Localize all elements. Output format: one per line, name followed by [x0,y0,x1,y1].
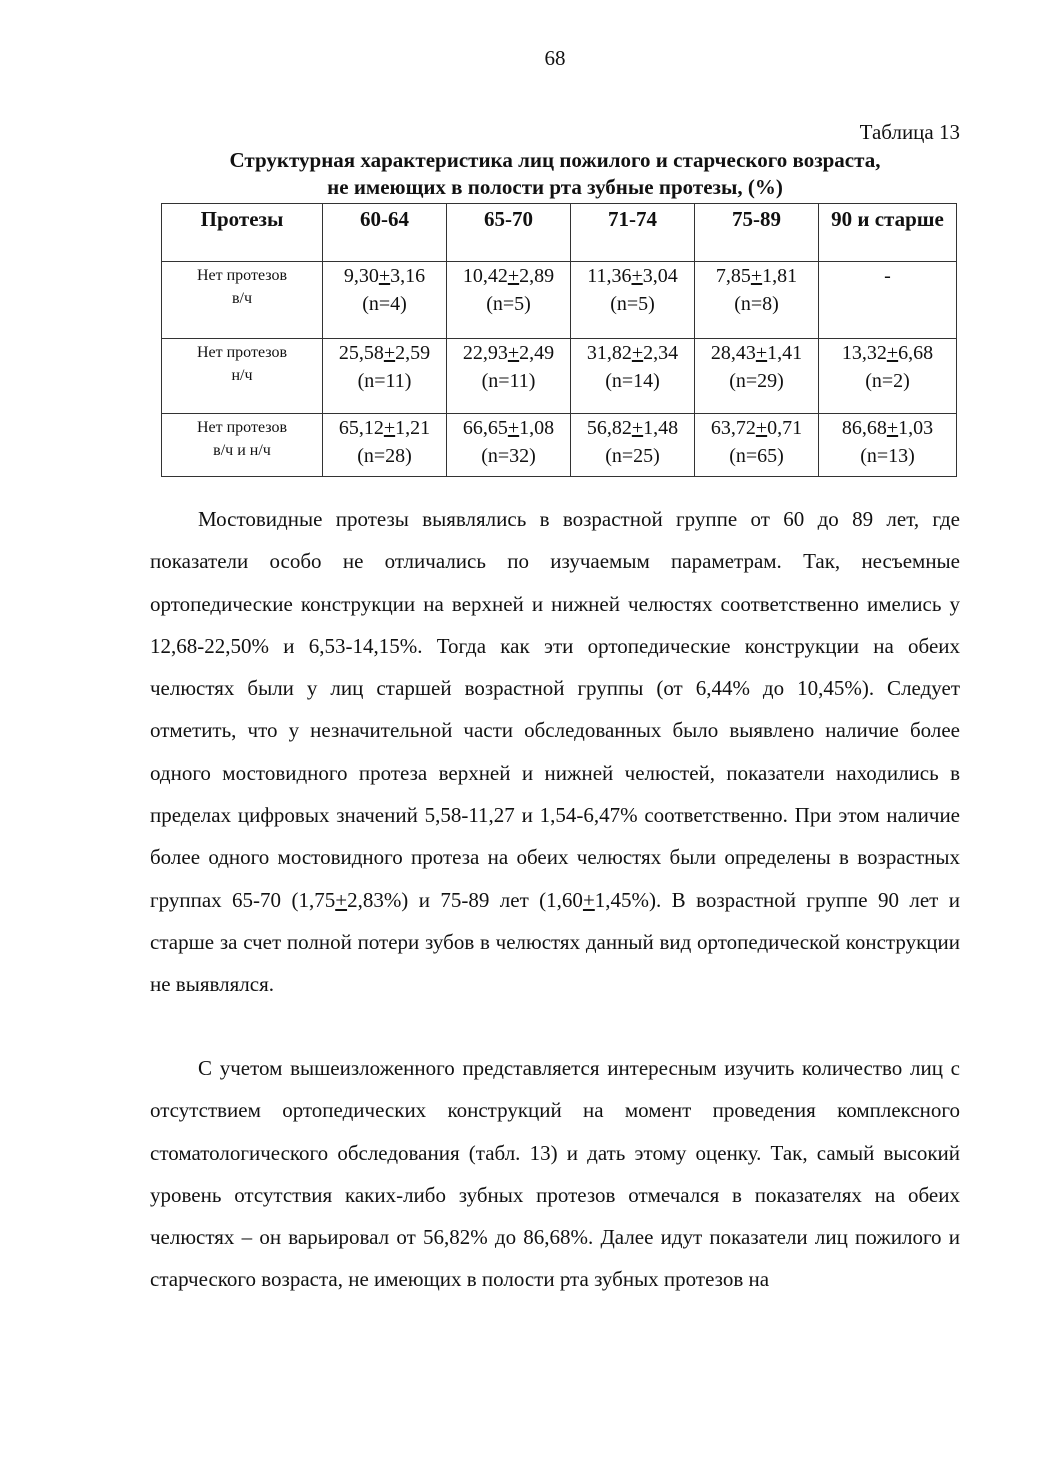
plus-minus-sign: + [383,342,396,364]
cell-mean: 66,65 [462,417,508,439]
cell-value [325,414,444,442]
cell-sd: 1,08 [519,417,555,439]
cell-value [821,339,954,367]
table-cell [695,414,819,477]
cell-n: (n=5) [610,293,655,315]
page-number: 68 [544,46,566,70]
cell-value [573,414,692,442]
plus-minus-sign: + [631,417,644,439]
table-row [162,414,957,477]
cell-mean: 9,30 [343,265,379,287]
cell-value [325,339,444,367]
cell-value [697,262,816,290]
table-cell [323,339,447,414]
row-label [162,339,323,414]
cell-sd: 1,41 [767,342,803,364]
table-cell [819,262,957,339]
plus-minus-sign: + [507,342,520,364]
body-paragraph-2 [150,1047,960,1301]
cell-sd: 2,34 [643,342,679,364]
paragraph1-text-c: 1,45%). В возрастной группе 90 лет и старше за счет полной потери зубов в челюстях данный вид ортопедической конструкции не выявлялся. [150,887,960,997]
cell-n: (n=28) [357,445,412,467]
table-header-row [162,204,957,262]
cell-n: (n=65) [729,445,784,467]
cell-n: (n=32) [481,445,536,467]
cell-sd: 2,49 [519,342,555,364]
table-cell [819,414,957,477]
cell-value [697,414,816,442]
table-cell [323,262,447,339]
table-cell [695,339,819,414]
cell-value [573,262,692,290]
cell-mean: 13,32 [841,342,887,364]
cell-n: (n=5) [486,293,531,315]
cell-mean: 25,58 [338,342,384,364]
cell-n: (n=25) [605,445,660,467]
cell-mean: 31,82 [586,342,632,364]
table-title [150,147,960,201]
cell-n: (n=8) [734,293,779,315]
cell-sd: 1,21 [395,417,431,439]
cell-mean: 22,93 [462,342,508,364]
cell-value [449,414,568,442]
cell-sd: 1,03 [898,417,934,439]
column-header: 65-70 [447,204,571,262]
cell-n: (n=2) [865,370,910,392]
row-label-line1: Нет протезов [196,267,288,284]
column-header: 75-89 [695,204,819,262]
cell-sd: 1,81 [762,265,798,287]
cell-mean: 10,42 [462,265,508,287]
table-row [162,339,957,414]
table-cell [447,414,571,477]
column-header: 90 и старше [819,204,957,262]
plus-minus-sign: + [886,342,899,364]
cell-sd: 3,16 [390,265,426,287]
cell-mean: 11,36 [587,265,632,287]
table-cell [695,262,819,339]
plus-minus-sign: + [582,887,595,912]
plus-minus-sign: + [750,265,763,287]
cell-mean: 56,82 [586,417,632,439]
row-label-line2: в/ч [231,290,253,307]
cell-value [697,339,816,367]
row-label-line2: в/ч и н/ч [213,442,271,459]
plus-minus-sign: + [507,265,520,287]
row-label-line2: н/ч [231,367,253,384]
cell-value [325,262,444,290]
cell-sd: 1,48 [643,417,679,439]
cell-sd: 2,89 [519,265,555,287]
cell-sd: 0,71 [767,417,803,439]
paragraph1-text-b: 2,83%) и 75-89 лет (1,60 [347,887,583,912]
cell-mean: 63,72 [710,417,756,439]
table-row [162,262,957,339]
table-label: Таблица 13 [859,120,960,144]
cell-value [821,262,954,290]
cell-mean: 28,43 [710,342,756,364]
paragraph2-text: С учетом вышеизложенного представляется интересным изучить количество лиц с отсутствием ортопедических конструкций на момент проведения комплексного стоматологического обследования (табл. 13) и дать этому оценку. Так, самый высокий уровень отсутствия каких-либо зубных протезов отмечался в показателях на обеих челюстях – он варьировал от 56,82% до 86,68%. Далее идут показатели лиц пожилого и старческого возраста, не имеющих в полости рта зубных протезов на [150,1056,960,1292]
body-paragraph-1 [150,498,960,1006]
column-header: Протезы [162,204,323,262]
cell-mean: 7,85 [715,265,751,287]
plus-minus-sign: + [886,417,899,439]
cell-n: (n=14) [605,370,660,392]
plus-minus-sign: + [378,265,391,287]
cell-n: (n=4) [362,293,407,315]
cell-n: (n=29) [729,370,784,392]
row-label [162,414,323,477]
table-cell [571,414,695,477]
plus-minus-sign: + [755,342,768,364]
plus-minus-sign: + [507,417,520,439]
row-label [162,262,323,339]
table-cell [447,339,571,414]
plus-minus-sign: + [383,417,396,439]
cell-value [449,262,568,290]
cell-mean: 86,68 [841,417,887,439]
cell-n: (n=13) [860,445,915,467]
cell-value [821,414,954,442]
cell-sd: 6,68 [898,342,934,364]
table-cell [819,339,957,414]
plus-minus-sign: + [755,417,768,439]
cell-value [573,339,692,367]
cell-mean: 65,12 [338,417,384,439]
table-cell [571,262,695,339]
table-cell [447,262,571,339]
table-cell [323,414,447,477]
cell-value [449,339,568,367]
data-table [161,203,957,477]
column-header: 71-74 [571,204,695,262]
cell-n: (n=11) [357,370,412,392]
cell-n: (n=11) [481,370,536,392]
table-cell [571,339,695,414]
plus-minus-sign: + [335,887,348,912]
row-label-line1: Нет протезов [196,419,288,436]
column-header: 60-64 [323,204,447,262]
cell-sd: 3,04 [642,265,678,287]
plus-minus-sign: + [631,342,644,364]
cell-mean: - [884,265,891,287]
paragraph1-text-a: Мостовидные протезы выявлялись в возрастной группе от 60 до 89 лет, где показатели особо не отличались по изучаемым параметрам. Так, несъемные ортопедические конструкции на верхней и нижней челюстях соответственно имелись у 12,68-22,50% и 6,53-14,15%. Тогда как эти ортопедические конструкции на обеих челюстях были у лиц старшей возрастной группы (от 6,44% до 10,45%). Следует отметить, что у незначительной части обследованных было выявлено наличие более одного мостовидного протеза верхней и нижней челюстей, показатели находились в пределах цифровых значений 5,58-11,27 и 1,54-6,47% соответственно. При этом наличие более одного мостовидного протеза на обеих челюстях были определены в возрастных группах 65-70 (1,75 [150,507,960,912]
row-label-line1: Нет протезов [196,344,288,361]
plus-minus-sign: + [631,265,643,287]
cell-sd: 2,59 [395,342,431,364]
table-title-line1: Структурная характеристика лиц пожилого и старческого возраста, [229,148,881,172]
table-title-line2: не имеющих в полости рта зубные протезы, (%) [327,175,783,199]
